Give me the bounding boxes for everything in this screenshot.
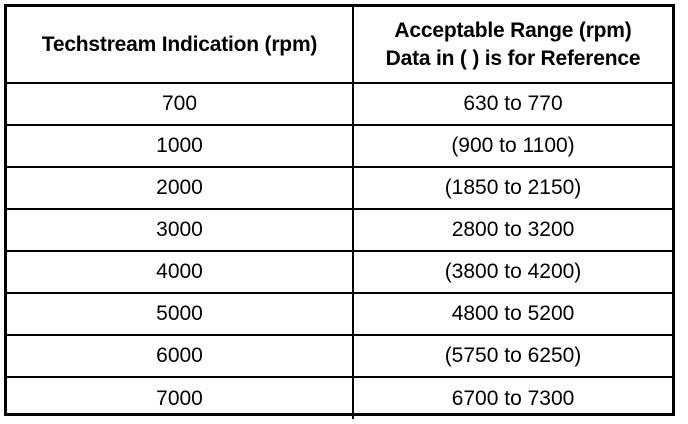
header-acceptable-range-line1: Acceptable Range (rpm): [394, 18, 632, 42]
range-cell: 6700 to 7300: [353, 377, 672, 419]
indication-cell: 700: [7, 83, 353, 125]
header-acceptable-range-line2: Data in ( ) is for Reference: [385, 46, 641, 70]
range-cell: 2800 to 3200: [353, 209, 672, 251]
indication-cell: 6000: [7, 335, 353, 377]
range-cell: 630 to 770: [353, 83, 672, 125]
indication-cell: 1000: [7, 125, 353, 167]
header-techstream-indication: Techstream Indication (rpm): [7, 7, 353, 83]
table-row: [7, 377, 672, 419]
table-row: [7, 83, 672, 125]
range-cell: (5750 to 6250): [353, 335, 672, 377]
indication-cell: 7000: [7, 377, 353, 419]
rpm-table: [4, 4, 675, 416]
indication-cell: 2000: [7, 167, 353, 209]
indication-cell: 4000: [7, 251, 353, 293]
table-row: [7, 209, 672, 251]
table-row: [7, 125, 672, 167]
indication-cell: 3000: [7, 209, 353, 251]
table-row: [7, 251, 672, 293]
range-cell: (1850 to 2150): [353, 167, 672, 209]
range-cell: (3800 to 4200): [353, 251, 672, 293]
table-row: [7, 335, 672, 377]
rpm-table-grid: [7, 7, 672, 419]
indication-cell: 5000: [7, 293, 353, 335]
range-cell: (900 to 1100): [353, 125, 672, 167]
table-row: [7, 293, 672, 335]
header-row: [7, 7, 672, 83]
header-acceptable-range: [353, 7, 672, 83]
range-cell: 4800 to 5200: [353, 293, 672, 335]
table-row: [7, 167, 672, 209]
